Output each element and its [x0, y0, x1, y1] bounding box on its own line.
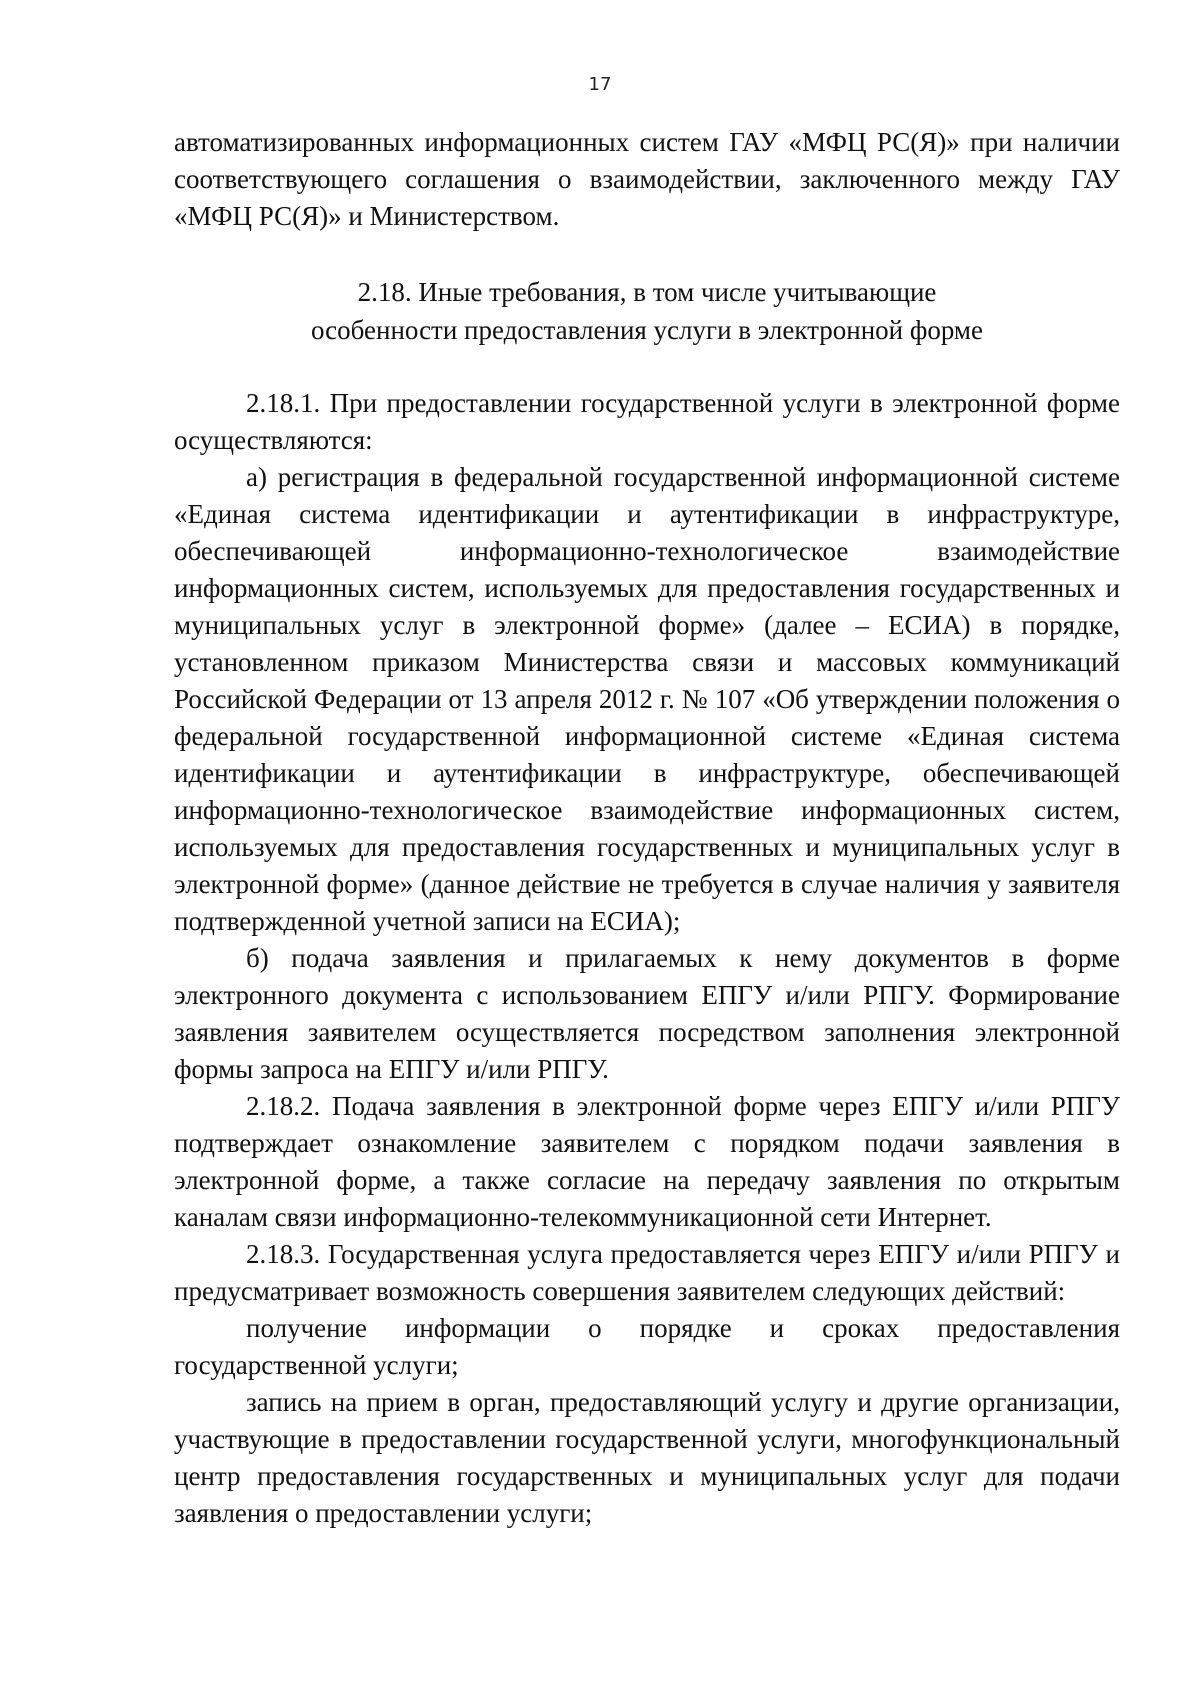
- paragraph-appointment-item: запись на прием в орган, предоставляющий услугу и другие организации, участвующие в предоставлении государственной услуги, многофункциональный центр предоставления государственных и муниципальных услуг для подачи заявления о предоставлении услуги;: [174, 1387, 1120, 1528]
- document-body: [174, 124, 1120, 1532]
- section-heading-line-2: особенности предоставления услуги в электронной форме: [310, 315, 983, 345]
- paragraph-2-18-2: 2.18.2. Подача заявления в электронной форме через ЕПГУ и/или РПГУ подтверждает ознакомление заявителем с порядком подачи заявления в электронной форме, а также согласие на передачу заявления по открытым каналам связи информационно-телекоммуникационной сети Интернет.: [174, 1091, 1120, 1232]
- paragraph-info-item: получение информации о порядке и сроках предоставления государственной услуги;: [174, 1313, 1120, 1380]
- section-heading-line-1: 2.18. Иные требования, в том числе учитывающие: [357, 277, 937, 307]
- paragraph-item-b: б) подача заявления и прилагаемых к нему документов в форме электронного документа с использованием ЕПГУ и/или РПГУ. Формирование заявления заявителем осуществляется посредством заполнения электронной формы запроса на ЕПГУ и/или РПГУ.: [174, 943, 1120, 1084]
- paragraph-2-18-3: 2.18.3. Государственная услуга предоставляется через ЕПГУ и/или РПГУ и предусматривает возможность совершения заявителем следующих действий:: [174, 1239, 1120, 1306]
- intro-paragraph: автоматизированных информационных систем ГАУ «МФЦ РС(Я)» при наличии соответствующего соглашения о взаимодействии, заключенного между ГАУ «МФЦ РС(Я)» и Министерством.: [174, 127, 1120, 231]
- paragraph-item-a: а) регистрация в федеральной государственной информационной системе «Единая система идентификации и аутентификации в инфраструктуре, обеспечивающей информационно-технологическое взаимодействие информационных систем, используемых для предоставления государственных и муниципальных услуг в электронной форме» (далее – ЕСИА) в порядке, установленном приказом Министерства связи и массовых коммуникаций Российской Федерации от 13 апреля 2012 г. № 107 «Об утверждении положения о федеральной государственной информационной системе «Единая система идентификации и аутентификации в инфраструктуре, обеспечивающей информационно-технологическое взаимодействие информационных систем, используемых для предоставления государственных и муниципальных услуг в электронной форме» (данное действие не требуется в случае наличия у заявителя подтвержденной учетной записи на ЕСИА);: [174, 462, 1120, 936]
- section-heading: [174, 273, 1120, 349]
- paragraph-2-18-1: 2.18.1. При предоставлении государственной услуги в электронной форме осуществляются:: [174, 388, 1120, 455]
- page-number: 17: [588, 74, 612, 95]
